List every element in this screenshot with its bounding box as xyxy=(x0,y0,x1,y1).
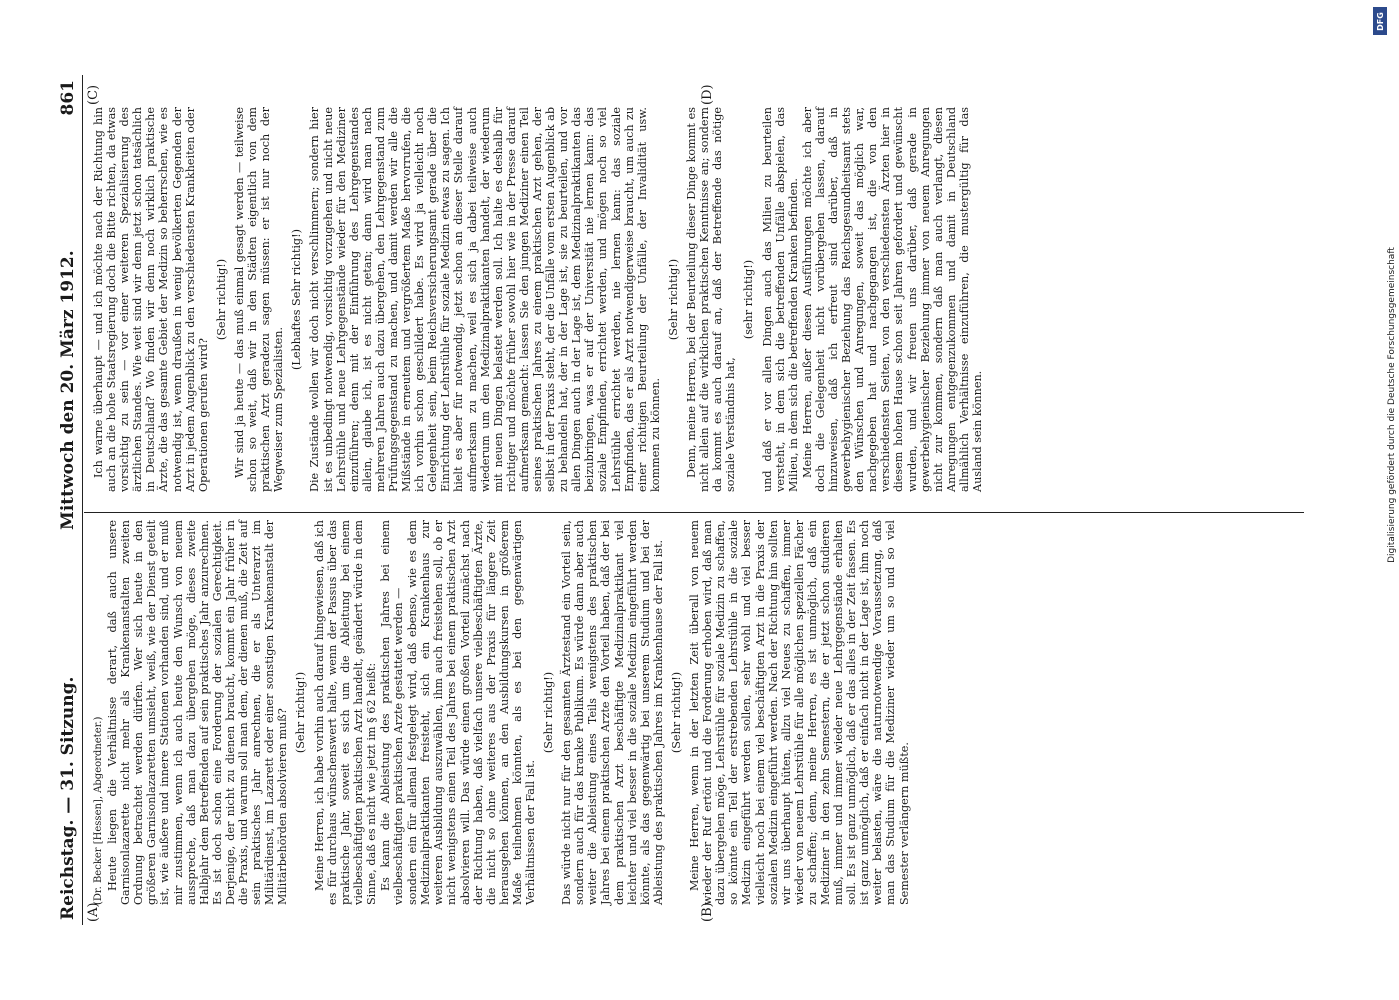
speaker-line: (Dr. Becker [Hessen], Abgeordneter.) xyxy=(93,716,104,905)
quote-paragraph: Es kann die Ableistung des praktischen Jahres bei einem vielbeschäftigten praktischen Arzte gestattet werden — xyxy=(378,520,406,905)
paragraph: Wir sind ja heute — das muß einmal gesagt werden — teilweise schon so weit, daß wir in den Städten eigentlich von dem praktischen Arzt geradezu sagen müssen: er ist nur noch der Wegweiser zum Spezialisten. xyxy=(232,107,286,492)
paragraph: sondern ein für allemal festgelegt wird, daß ebenso, wie es dem Medizinalpraktikanten freisteht, sich ein Krankenhaus zur weiteren Ausbildung auszuwählen, ihm auch freistehen soll, ob er nicht wenigstens einen Teil des Jahres bei einem praktischen Arzt absolvieren will. Das würde einen großen Vorteil zunächst nach der Richtung haben, daß vielfach unsere vielbeschäftigten Ärzte, die nicht so ohne weiteres aus der Praxis für längere Zeit herausgehen können, an den Ausbildungskursen in größerem Maße teilnehmen könnten, als es bei den gegenwärtigen Verhältnissen der Fall ist. xyxy=(406,520,537,905)
header-left: Reichstag. — 31. Sitzung. xyxy=(58,676,78,920)
margin-letter-a: (A) xyxy=(86,902,101,922)
column-divider xyxy=(84,512,1304,513)
margin-letter-d: (D) xyxy=(700,84,715,105)
digitization-credit xyxy=(1373,7,1397,995)
paragraph: und daß er vor allen Dingen auch das Milieu zu beurteilen versteht, in dem sich die betreffenden Unfälle abspielen, das Milieu, in dem sich die betreffenden Kranken befinden. xyxy=(760,107,800,492)
interjection: (Sehr richtig!) xyxy=(542,671,556,754)
paragraph: Die Zustände wollen wir doch nicht verschlimmern; sondern hier ist es unbedingt notwendig, vorsichtig vorzugehen und nicht neue Lehrstühle und neue Lehrgegenstände wieder für den Mediziner einzuführen; denn mit der Einführung des Lehrgegenstandes allein, glaube ich, ist es nicht getan; dann wird man nach mehreren Jahren auch dazu übergehen, den Lehrgegenstand zum Prüfungsgegenstand zu machen, und damit werden wir alle die Mißstände in erneutem und vergrößertem Maße hervorrufen, die ich vorhin schon geschildert habe. Es wird ja vielleicht noch Gelegenheit sein, beim Reichsversicherungsamt gerade über die Einrichtung der Lehrstühle für soziale Medizin etwas zu sagen. Ich hielt es aber für notwendig, jetzt schon an dieser Stelle darauf aufmerksam zu machen, weil es sich ja dabei teilweise auch wiederum um den Medizinalpraktikanten handelt, der wiederum mit neuen Dingen belastet werden soll. Ich halte es deshalb für richtiger und möchte früher sowohl hier wie in der Presse darauf aufmerksam gemacht: lassen Sie den jungen Mediziner einen Teil seines praktischen Jahres zu einem praktischen Arzt gehen, der selbst in der Praxis steht, der die Unfälle vom ersten Augenblick ab zu behandeln hat, der in der Lage ist, sie zu beurteilen, und vor allen Dingen auch in der Lage ist, dem Medizinalpraktikanten das beizubringen, was er auf der Universität nie lernen kann: das soziale Empfinden, errichtet werden, und mögen noch so viel Lehrstühle errichtet werden, nie lernen kann: das soziale Empfinden, das er als Arzt notwendigerweise braucht, um auch zu einer richtigen Beurteilung der Unfälle, der Invalidität usw. kommen zu können. xyxy=(308,107,662,492)
right-column xyxy=(92,107,1312,492)
page-number: 861 xyxy=(58,80,78,116)
interjection: (Sehr richtig!) xyxy=(669,671,683,754)
header-center: Mittwoch den 20. März 1912. xyxy=(58,250,78,530)
header-rule xyxy=(82,75,83,925)
paragraph: Ich warne überhaupt — und ich möchte nach der Richtung hin auch an die hohe Staatsregierung doch die Bitte richten, da etwas vorsichtig zu sein — vor einer weiteren Spezialisierung des ärztlichen Standes. Wie weit sind wir denn jetzt schon tatsächlich in Deutschland? Wo finden wir denn noch wirklich praktische Ärzte, die das gesamte Gebiet der Medizin so beherrschen, wie es notwendig ist, wenn draußen in wenig bevölkerten Gegenden der Arzt in jedem Augenblick zu den verschiedensten Krankheiten oder Operationen gerufen wird? xyxy=(92,107,210,492)
paragraph: Meine Herren, wenn in der letzten Zeit überall von neuem wieder der Ruf ertönt und die Forderung erhoben wird, daß man dazu übergehen möge, Lehrstühle für soziale Medizin zu schaffen, so könnte ein Teil der erstrebenden Lehrstühle in die soziale Medizin eingeführt werden sollen, sehr wohl und viel besser vielleicht noch bei einem viel beschäftigten Arzt in die Praxis der sozialen Medizin eingeführt werden. Nach der Richtung hin sollten wir uns überhaupt hüten, allzu viel Neues zu schaffen, immer wieder von neuem Lehrstühle für alle möglichen speziellen Fächer zu schaffen; denn, meine Herren, es ist unmöglich, daß ein Mediziner in den zehn Semestern, die er jetzt schon studieren muß, immer und immer wieder neue Lehrgegenstände erhalten soll. Es ist ganz unmöglich, daß er das alles in der Zeit fassen. Es ist ganz unmöglich, daß er einfach nicht in der Lage ist, ihm noch weiter belasten, wäre die naturnotwendige Voraussetzung, daß man das Studium für die Mediziner wieder um so und so viel Semester verlängern müßte. xyxy=(688,520,911,905)
paragraph: Das würde nicht nur für den gesamten Ärztestand ein Vorteil sein, sondern auch für das kranke Publikum. Es würde dann aber auch weiter die Ableistung eines Teils wenigstens des praktischen Jahres bei einem praktischen Arzte den Vorteil haben, daß der bei dem praktischen Arzt beschäftigte Medizinalpraktikant viel leichter und viel besser in die soziale Medizin eingeführt werden könnte, als das gegenwärtig bei unserem Studium und bei der Ableistung des praktischen Jahres im Krankenhause der Fall ist. xyxy=(560,520,665,905)
paragraph: Denn, meine Herren, bei der Beurteilung dieser Dinge kommt es nicht allein auf die wirklichen praktischen Kenntnisse an; sondern da kommt es auch darauf an, daß der Betreffende das nötige soziale Verständnis hat, xyxy=(685,107,738,492)
interjection: (Lebhaftes Sehr richtig!) xyxy=(290,229,304,370)
interjection: (Sehr richtig!) xyxy=(666,258,680,341)
interjection: (sehr richtig!) xyxy=(742,259,756,340)
interjection: (Sehr richtig!) xyxy=(214,258,228,341)
margin-letter-c: (C) xyxy=(86,84,101,105)
paragraph: Meine Herren, außer diesen Ausführungen möchte ich aber doch die Gelegenheit nicht vorübergehen lassen, darauf hinzuweisen, daß ich erfreut sind darüber, daß in gewerbehygienischer Beziehung das Reichsgesundheitsamt stets den Wünschen und Anregungen, soweit das möglich war, nachgegeben hat und nachgegangen ist, die von den verschiedensten Seiten, von den verschiedensten Ärzten hier in diesem hohen Hause schon seit Jahren gefordert und gewünscht wurden, und wir freuen uns darüber, daß gerade in gewerbehygienischer Beziehung immer von neuem Anregungen nicht zur kommen, sondern daß man auch verlangt, diesen Anregungen entgegenzukommen und damit in Deutschland allmählich Verhältnisse einzuführen, die mustergültig für das Ausland sein können. xyxy=(800,107,984,492)
page-header xyxy=(58,80,80,920)
interjection: (Sehr richtig!) xyxy=(294,671,308,754)
credit-text: Digitalisierung gefördert durch die Deutsche Forschungsgemeinschaft xyxy=(1387,247,1397,563)
paragraph: Heute liegen die Verhältnisse derart, daß auch unsere Garnisonlazarette nicht mehr als Krankenanstalten zweiten Ordnung betrachtet werden dürfen. Wer sich heute in den größeren Garnisonlazaretten umsieht, weiß, wie der Dienst geteilt ist, wie äußere und innere Stationen vorhanden sind, und er muß mir zustimmen, wenn ich auch heute den Wunsch von neuem ausspreche, daß man dazu übergehen möge, dieses zweite Halbjahr dem Betreffenden auf sein praktisches Jahr anzurechnen. Es ist doch schon eine Forderung der sozialen Gerechtigkeit. Derjenige, der nicht zu dienen braucht, kommt ein Jahr früher in die Praxis, und warum soll man dem, der dienen muß, die Zeit auf sein praktisches Jahr anrechnen, die er als Unterarzt im Militärdienst, im Lazarett oder einer sonstigen Krankenanstalt der Militärbehörden absolvieren muß? xyxy=(106,520,290,905)
margin-letter-b: (B) xyxy=(700,902,715,922)
dfg-logo: DFG xyxy=(1373,7,1387,35)
paragraph: Meine Herren, ich habe vorhin auch darauf hingewiesen, daß ich es für durchaus wünschenswert halte, wenn der Passus über das praktische Jahr, soweit es sich um die Ableitung bei einem vielbeschäftigten praktischen Arzt handelt, geändert würde in dem Sinne, daß es nicht wie jetzt im § 62 heißt: xyxy=(312,520,378,905)
left-column xyxy=(92,520,1312,905)
